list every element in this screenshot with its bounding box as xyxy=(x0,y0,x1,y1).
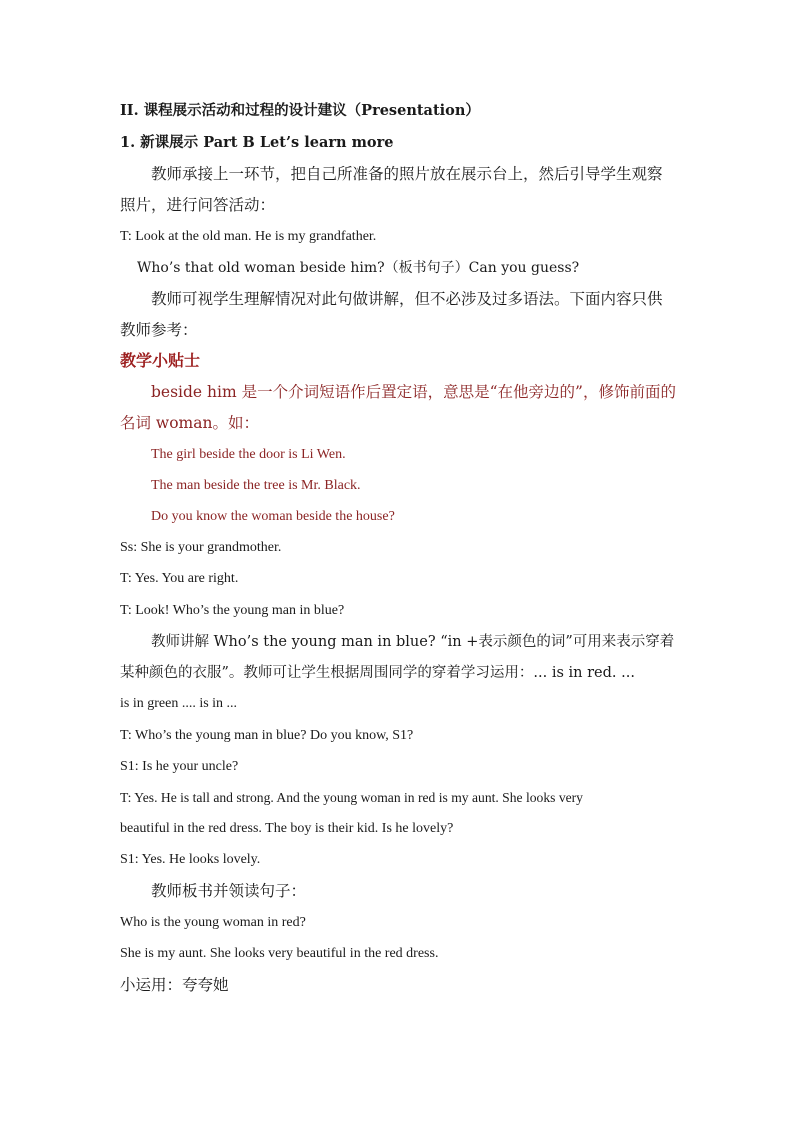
paragraph-3-line-2: 某种颜色的衣服”。教师可让学生根据周围同学的穿着学习运用：... is in red. ... xyxy=(120,665,635,681)
board-sentence-question: Who is the young woman in red? xyxy=(120,915,306,930)
dialogue-teacher-5-line-2: beautiful in the red dress. The boy is their kid. Is he lovely? xyxy=(120,821,454,836)
dialogue-teacher-1: T: Look at the old man. He is my grandfather. xyxy=(120,229,377,244)
tip-example-3: Do you know the woman beside the house? xyxy=(151,509,395,524)
paragraph-2-line-2: 教师参考： xyxy=(120,321,198,339)
dialogue-s1-1: S1: Is he your uncle? xyxy=(120,759,239,774)
board-sentence-answer: She is my aunt. She looks very beautiful in the red dress. xyxy=(120,946,439,961)
dialogue-teacher-5-line-1: T: Yes. He is tall and strong. And the young woman in red is my aunt. She looks very xyxy=(120,790,583,805)
tip-example-1: The girl beside the door is Li Wen. xyxy=(151,447,346,462)
dialogue-teacher-2: T: Yes. You are right. xyxy=(120,571,239,586)
paragraph-4: 教师板书并领读句子： xyxy=(151,882,307,900)
practice-label: 小运用：夸夸她 xyxy=(120,976,229,994)
paragraph-1-line-1: 教师承接上一环节，把自己所准备的照片放在展示台上，然后引导学生观察 xyxy=(151,165,663,183)
paragraph-3-line-3: is in green .... is in ... xyxy=(120,696,238,711)
tip-line-1: beside him 是一个介词短语作后置定语，意思是“在他旁边的”，修饰前面的 xyxy=(151,383,676,401)
paragraph-2-line-1: 教师可视学生理解情况对此句做讲解，但不必涉及过多语法。下面内容只供 xyxy=(151,290,663,308)
dialogue-teacher-4: T: Who’s the young man in blue? Do you know, S1? xyxy=(120,728,414,743)
sub-heading: 1. 新课展示 Part B Let’s learn more xyxy=(120,134,394,151)
tip-line-2: 名词 woman。如： xyxy=(120,414,259,432)
tip-example-2: The man beside the tree is Mr. Black. xyxy=(151,478,361,493)
dialogue-teacher-3: T: Look! Who’s the young man in blue? xyxy=(120,603,345,618)
dialogue-teacher-1b: Who’s that old woman beside him?（板书句子）Can you guess? xyxy=(137,260,580,276)
dialogue-s1-2: S1: Yes. He looks lovely. xyxy=(120,852,261,867)
tip-title: 教学小贴士 xyxy=(120,351,201,370)
section-heading: II. 课程展示活动和过程的设计建议（Presentation） xyxy=(120,102,480,119)
dialogue-students-1: Ss: She is your grandmother. xyxy=(120,540,282,555)
paragraph-1-line-2: 照片，进行问答活动： xyxy=(120,196,276,214)
paragraph-3-line-1: 教师讲解 Who’s the young man in blue? “in +表示颜色的词”可用来表示穿着 xyxy=(151,634,675,650)
